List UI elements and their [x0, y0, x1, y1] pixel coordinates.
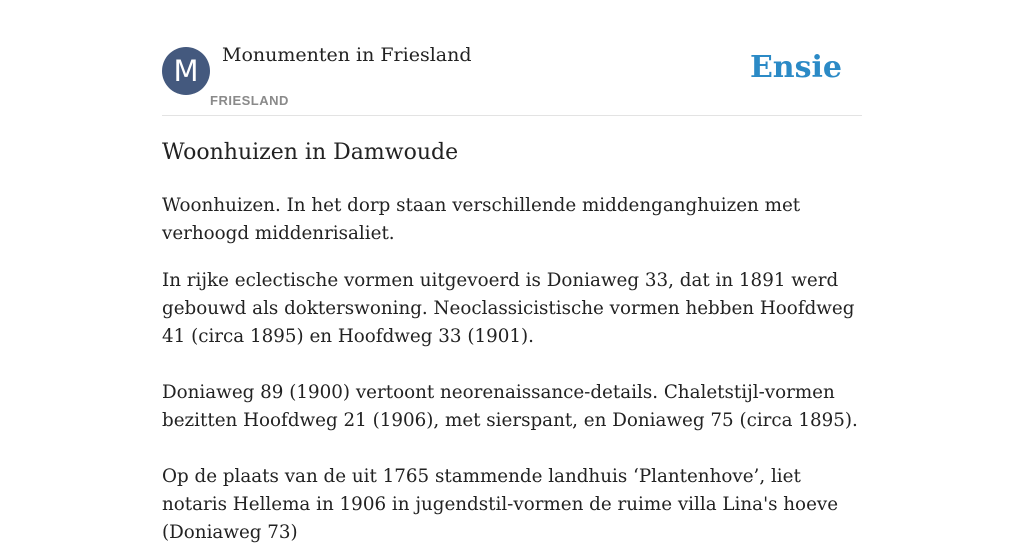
article-paragraph-2: Doniaweg 89 (1900) vertoont neorenaissance-details. Chaletstijl-vormen bezitten Hoofdweg 21 (1906), met sierspant, en Doniaweg 75 (circa 1895).	[162, 382, 858, 431]
content-column	[162, 0, 862, 543]
article-title: Woonhuizen in Damwoude	[162, 140, 459, 165]
article-intro: Woonhuizen. In het dorp staan verschillende middenganghuizen met verhoogd middenrisaliet.	[162, 195, 801, 244]
article-body	[162, 267, 862, 547]
source-avatar[interactable]: M	[162, 47, 210, 95]
source-title-link[interactable]: Monumenten in Friesland	[222, 44, 472, 66]
source-category[interactable]: FRIESLAND	[210, 93, 289, 108]
article-paragraph-3: Op de plaats van de uit 1765 stammende landhuis ‘Plantenhove’, liet notaris Hellema in 1906 in jugendstil-vormen de ruime villa Lina's hoeve (Doniaweg 73)	[162, 466, 839, 543]
article-paragraph-1: In rijke eclectische vormen uitgevoerd is Doniaweg 33, dat in 1891 werd gebouwd als dokterswoning. Neoclassicistische vormen hebben Hoofdweg 41 (circa 1895) en Hoofdweg 33 (1901).	[162, 270, 855, 347]
ensie-logo[interactable]: Ensie	[749, 50, 842, 85]
source-header	[162, 0, 862, 116]
